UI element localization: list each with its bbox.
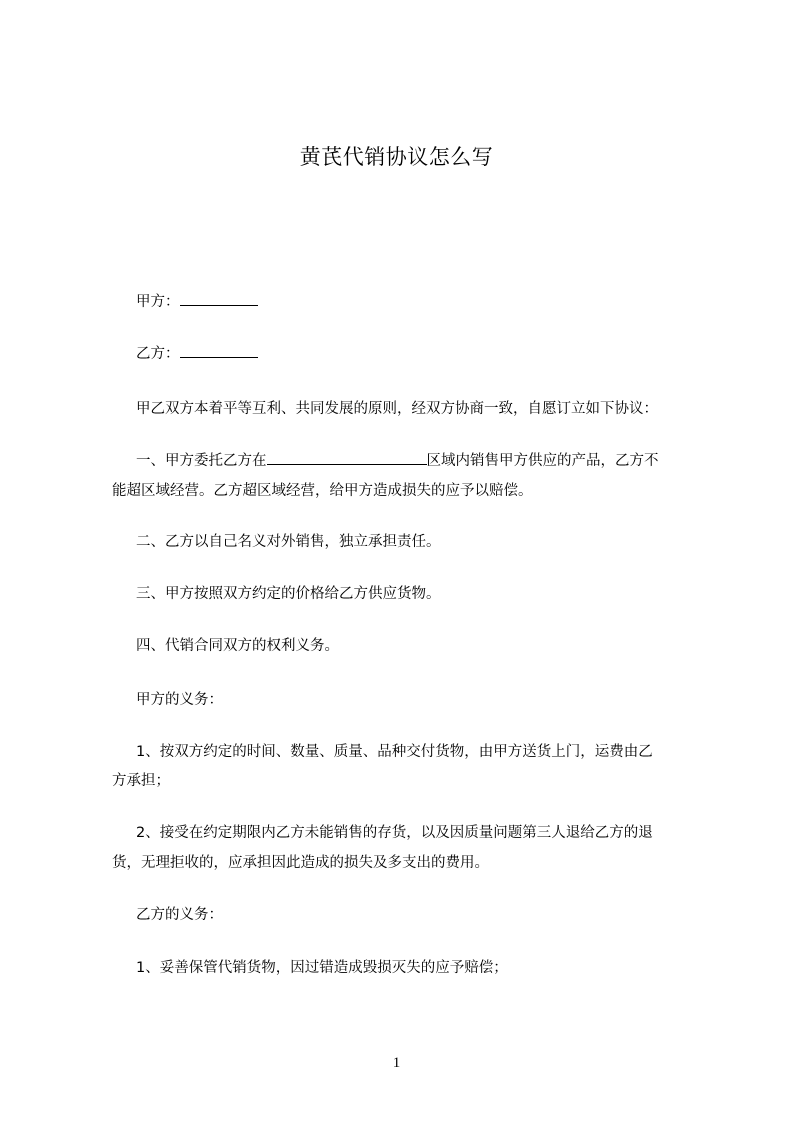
clause-1-text-a: 一、甲方委托乙方在 xyxy=(136,453,267,469)
clause-3: 三、甲方按照双方约定的价格给乙方供应货物。 xyxy=(136,586,441,602)
party-a-label: 甲方： xyxy=(136,294,180,310)
party-b-label: 乙方： xyxy=(136,346,180,362)
clause-1-line-2: 能超区域经营。乙方超区域经营，给甲方造成损失的应予以赔偿。 xyxy=(112,483,533,499)
page-number: 1 xyxy=(392,1055,401,1071)
document-title: 黄芪代销协议怎么写 xyxy=(299,145,494,169)
clause-4: 四、代销合同双方的权利义务。 xyxy=(136,638,339,654)
a-duty-2-line-1: 2、接受在约定期限内乙方未能销售的存货，以及因质量问题第三人退给乙方的退 xyxy=(136,825,653,841)
clause-2: 二、乙方以自己名义对外销售，独立承担责任。 xyxy=(136,534,441,550)
party-b-line xyxy=(136,339,711,369)
party-b-duties-heading: 乙方的义务： xyxy=(136,907,223,923)
intro-paragraph: 甲乙双方本着平等互利、共同发展的原则，经双方协商一致，自愿订立如下协议： xyxy=(136,401,658,417)
a-duty-1-line-1: 1、按双方约定的时间、数量、质量、品种交付货物，由甲方送货上门，运费由乙 xyxy=(136,744,653,760)
region-blank xyxy=(267,448,427,465)
a-duty-2-line-2: 货，无理拒收的，应承担因此造成的损失及多支出的费用。 xyxy=(112,855,489,871)
a-duty-1-line-2: 方承担； xyxy=(112,773,170,789)
clause-1-line-1 xyxy=(136,446,711,476)
party-a-duties-heading: 甲方的义务： xyxy=(136,692,223,708)
party-a-blank xyxy=(180,289,258,306)
b-duty-1: 1、妥善保管代销货物，因过错造成毁损灭失的应予赔偿； xyxy=(136,960,508,976)
party-a-line xyxy=(136,287,711,317)
clause-1-text-b: 区域内销售甲方供应的产品，乙方不 xyxy=(426,453,659,469)
party-b-blank xyxy=(180,341,258,358)
